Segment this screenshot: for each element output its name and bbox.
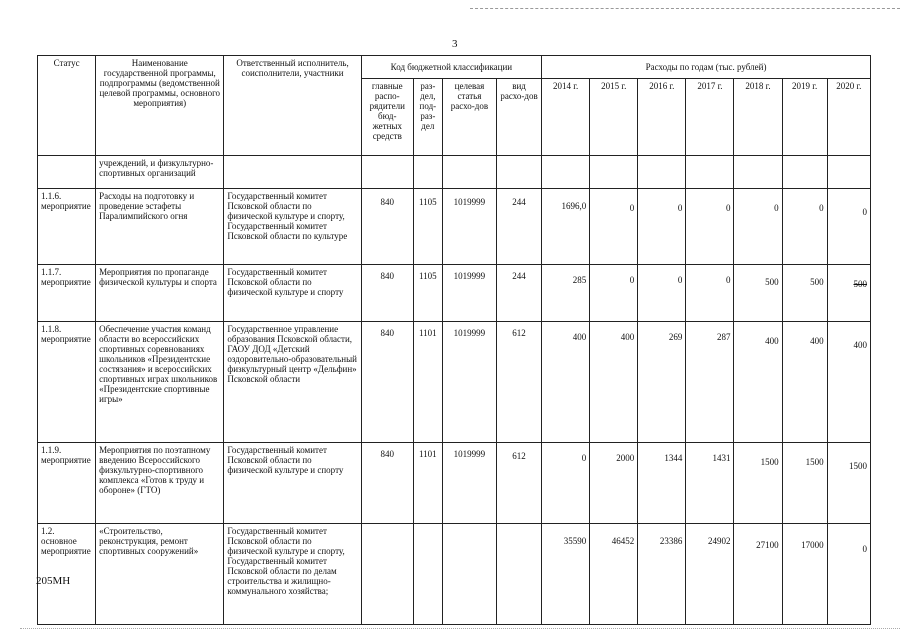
header-grbs: главные распо-рядители бюд-жетных средств bbox=[361, 79, 413, 156]
cell-executor: Государственный комитет Псковской области по физической культуре и спорту, Государственный комитет Псковской области по делам строительства и жилищно-коммунального хозяйства; bbox=[224, 524, 361, 625]
cell-value: 0 bbox=[827, 189, 870, 265]
cell-csr: 1019999 bbox=[442, 443, 496, 524]
cell-csr: 1019999 bbox=[442, 322, 496, 443]
cell-status: 1.1.8. мероприятие bbox=[38, 322, 96, 443]
cell-value bbox=[782, 156, 827, 189]
cell-value: 400 bbox=[782, 322, 827, 443]
table-row bbox=[38, 524, 871, 625]
cell-value: 0 bbox=[686, 189, 734, 265]
cell-value: 1696,0 bbox=[542, 189, 590, 265]
cell-value: 1500 bbox=[782, 443, 827, 524]
cell-value bbox=[542, 156, 590, 189]
cell-status: 1.1.9. мероприятие bbox=[38, 443, 96, 524]
cell-name: Обеспечение участия команд области во всероссийских спортивных соревнованиях школьников «Президентские состязания» и всероссийских спортивных играх школьников «Президентские спортивные игры» bbox=[96, 322, 224, 443]
header-year: 2020 г. bbox=[827, 79, 870, 156]
header-year: 2019 г. bbox=[782, 79, 827, 156]
footer-code: 205МН bbox=[36, 575, 71, 587]
cell-value bbox=[734, 156, 782, 189]
table-row bbox=[38, 322, 871, 443]
header-row-1 bbox=[38, 56, 871, 79]
cell-value: 0 bbox=[590, 265, 638, 322]
cell-status: 1.1.6. мероприятие bbox=[38, 189, 96, 265]
cell-vr: 244 bbox=[496, 265, 541, 322]
cell-grbs: 840 bbox=[361, 265, 413, 322]
cell-value: 500 bbox=[782, 265, 827, 322]
scan-artifact-bottom bbox=[20, 628, 900, 629]
cell-grbs bbox=[361, 156, 413, 189]
cell-value: 0 bbox=[827, 524, 870, 625]
cell-vr: 244 bbox=[496, 189, 541, 265]
cell-executor: Государственный комитет Псковской области по физической культуре и спорту bbox=[224, 443, 361, 524]
header-expenses: Расходы по годам (тыс. рублей) bbox=[542, 56, 871, 79]
table-row bbox=[38, 265, 871, 322]
cell-value bbox=[686, 156, 734, 189]
cell-status bbox=[38, 156, 96, 189]
cell-value: 46452 bbox=[590, 524, 638, 625]
cell-csr bbox=[442, 524, 496, 625]
cell-value: 0 bbox=[638, 265, 686, 322]
cell-executor: Государственный комитет Псковской области по физической культуре и спорту bbox=[224, 265, 361, 322]
cell-value: 400 bbox=[542, 322, 590, 443]
cell-value: 0 bbox=[686, 265, 734, 322]
header-executor: Ответственный исполнитель, соисполнители, участники bbox=[224, 56, 361, 156]
cell-rzpr bbox=[413, 524, 442, 625]
header-status: Статус bbox=[38, 56, 96, 156]
cell-value: 285 bbox=[542, 265, 590, 322]
cell-vr: 612 bbox=[496, 443, 541, 524]
cell-value bbox=[827, 156, 870, 189]
cell-vr: 612 bbox=[496, 322, 541, 443]
cell-value: 24902 bbox=[686, 524, 734, 625]
cell-value: 23386 bbox=[638, 524, 686, 625]
cell-value: 0 bbox=[590, 189, 638, 265]
header-year: 2014 г. bbox=[542, 79, 590, 156]
cell-name: «Строительство, реконструкция, ремонт спортивных сооружений» bbox=[96, 524, 224, 625]
header-year: 2018 г. bbox=[734, 79, 782, 156]
header-budget-code: Код бюджетной классификации bbox=[361, 56, 541, 79]
cell-vr bbox=[496, 524, 541, 625]
cell-vr bbox=[496, 156, 541, 189]
cell-rzpr bbox=[413, 156, 442, 189]
cell-value bbox=[638, 156, 686, 189]
cell-value: 35590 bbox=[542, 524, 590, 625]
cell-value: 1500 bbox=[827, 443, 870, 524]
cell-value: 1344 bbox=[638, 443, 686, 524]
cell-csr: 1019999 bbox=[442, 265, 496, 322]
budget-table bbox=[37, 55, 871, 625]
cell-name: Мероприятия по поэтапному введению Всероссийского физкультурно-спортивного комплекса «Готов к труду и обороне» (ГТО) bbox=[96, 443, 224, 524]
cell-value: 269 bbox=[638, 322, 686, 443]
cell-rzpr: 1105 bbox=[413, 265, 442, 322]
cell-value: 0 bbox=[638, 189, 686, 265]
header-year: 2015 г. bbox=[590, 79, 638, 156]
cell-csr: 1019999 bbox=[442, 189, 496, 265]
cell-value bbox=[590, 156, 638, 189]
scan-artifact-top bbox=[470, 8, 900, 9]
cell-name: учреждений, и физкультурно-спортивных организаций bbox=[96, 156, 224, 189]
cell-executor: Государственный комитет Псковской области по физической культуре и спорту, Государственный комитет Псковской области по культуре bbox=[224, 189, 361, 265]
cell-value: 400 bbox=[590, 322, 638, 443]
header-rzpr: раз-дел, под-раз-дел bbox=[413, 79, 442, 156]
cell-value: 1500 bbox=[734, 443, 782, 524]
header-year: 2016 г. bbox=[638, 79, 686, 156]
cell-value: 1431 bbox=[686, 443, 734, 524]
cell-value: 287 bbox=[686, 322, 734, 443]
cell-value: 400 bbox=[734, 322, 782, 443]
cell-rzpr: 1101 bbox=[413, 322, 442, 443]
cell-grbs: 840 bbox=[361, 322, 413, 443]
cell-executor bbox=[224, 156, 361, 189]
cell-grbs: 840 bbox=[361, 189, 413, 265]
cell-name: Мероприятия по пропаганде физической культуры и спорта bbox=[96, 265, 224, 322]
table-row bbox=[38, 443, 871, 524]
table-row bbox=[38, 156, 871, 189]
cell-value: 27100 bbox=[734, 524, 782, 625]
header-name: Наименование государственной программы, подпрограммы (ведомственной целевой программы, основного мероприятия) bbox=[96, 56, 224, 156]
header-csr: целевая статья расхо-дов bbox=[442, 79, 496, 156]
cell-status: 1.1.7. мероприятие bbox=[38, 265, 96, 322]
cell-value: 400 bbox=[827, 322, 870, 443]
cell-grbs: 840 bbox=[361, 443, 413, 524]
cell-rzpr: 1101 bbox=[413, 443, 442, 524]
page-number: 3 bbox=[452, 38, 458, 50]
cell-value: 500 bbox=[734, 265, 782, 322]
cell-csr bbox=[442, 156, 496, 189]
header-year: 2017 г. bbox=[686, 79, 734, 156]
cell-value: 0 bbox=[734, 189, 782, 265]
cell-grbs bbox=[361, 524, 413, 625]
cell-value: 0 bbox=[782, 189, 827, 265]
cell-value: 500 bbox=[827, 265, 870, 322]
cell-name: Расходы на подготовку и проведение эстафеты Паралимпийского огня bbox=[96, 189, 224, 265]
cell-rzpr: 1105 bbox=[413, 189, 442, 265]
cell-status: 1.2. основное мероприятие bbox=[38, 524, 96, 625]
cell-value: 2000 bbox=[590, 443, 638, 524]
header-vr: вид расхо-дов bbox=[496, 79, 541, 156]
cell-executor: Государственное управление образования Псковской области, ГАОУ ДОД «Детский оздоровительно-образовательный физкультурный центр «Дельфин» Псковской области bbox=[224, 322, 361, 443]
cell-value: 0 bbox=[542, 443, 590, 524]
cell-value: 17000 bbox=[782, 524, 827, 625]
table-row bbox=[38, 189, 871, 265]
